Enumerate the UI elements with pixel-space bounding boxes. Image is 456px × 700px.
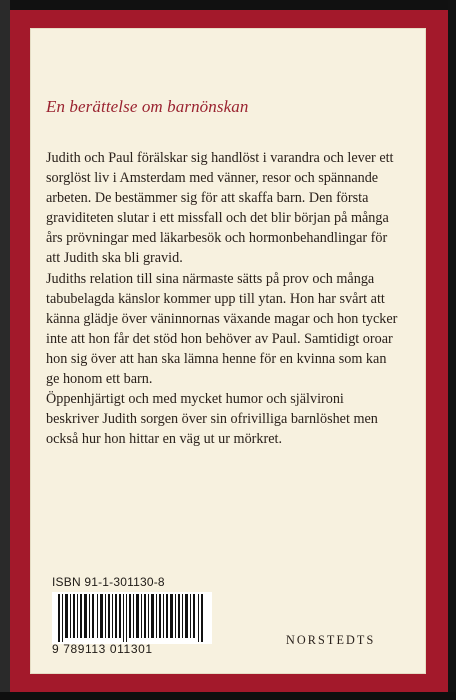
- book-bottom-edge: [0, 692, 456, 700]
- book-left-edge: [0, 0, 10, 700]
- paragraph: Judiths relation till sina närmaste sätts på prov och många tabubelagda känslor kommer upp till ytan. Hon har svårt att känna glädje över väninnornas växande magar och hon tycker inte att hon får det stöd hon behöver av Paul. Samtidigt oroar hon sig över att han ska lämna henne för en kvinna som kan ge honom ett barn.: [46, 270, 398, 388]
- barcode-image: [52, 592, 212, 644]
- paragraph: Öppenhjärtigt och med mycket humor och självironi beskriver Judith sorgen över sin ofrivilliga barnlöshet men också hur hon hittar en väg ut ur mörkret.: [46, 391, 378, 448]
- paragraph: Judith och Paul förälskar sig handlöst i varandra och lever ett sorglöst liv i Amsterdam med vänner, resor och spännande arbeten. De bestämmer sig för att skaffa barn. Den första graviditeten slutar i ett missfall och det blir början på många års prövningar med läkarbesök och hormonbehandlingar för att Judith ska bli gravid.: [46, 150, 394, 267]
- book-right-edge: [448, 0, 456, 700]
- barcode-number: 9 789113 011301: [52, 642, 153, 656]
- book-top-edge: [0, 0, 456, 10]
- tagline: En berättelse om barnönskan: [46, 97, 249, 116]
- isbn-label: ISBN 91-1-301130-8: [52, 575, 165, 589]
- publisher-name: NORSTEDTS: [286, 633, 376, 647]
- book-description: [46, 148, 400, 449]
- isbn-barcode-block: [52, 575, 220, 655]
